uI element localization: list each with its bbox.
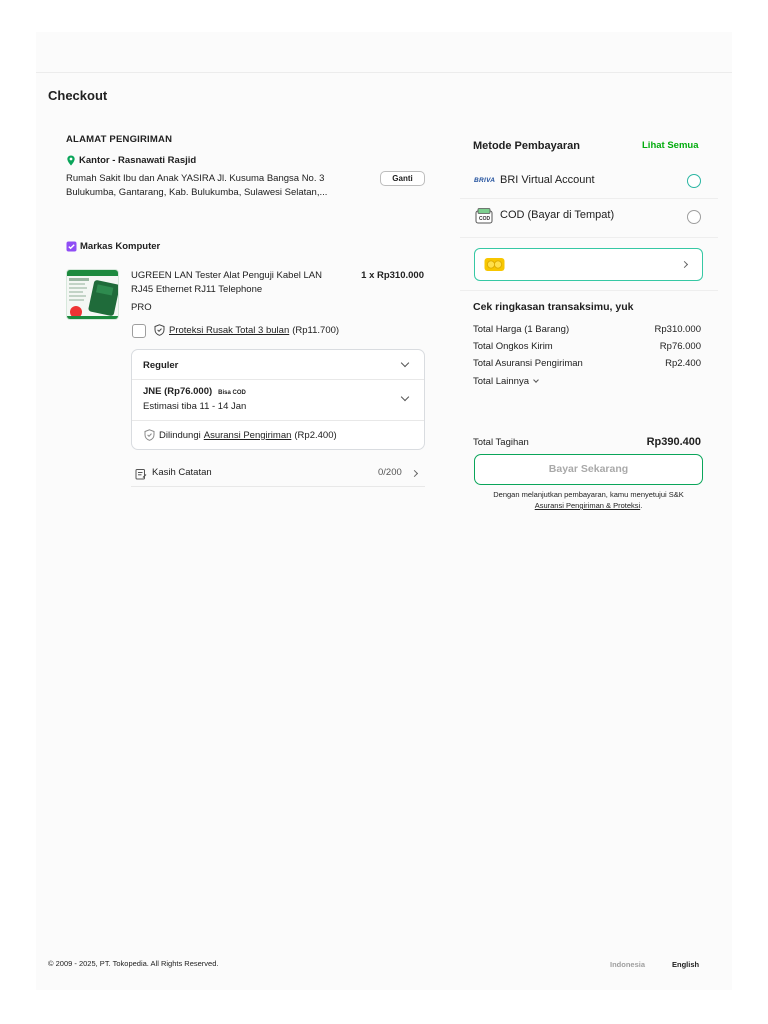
terms-end: .	[640, 501, 643, 510]
radio-cod[interactable]	[687, 210, 701, 224]
summary-value-insurance: Rp2.400	[665, 358, 701, 369]
summary-label-insurance: Total Asuransi Pengiriman	[473, 358, 583, 369]
radio-bri[interactable]	[687, 174, 701, 188]
payment-method-label: BRI Virtual Account	[500, 174, 595, 186]
summary-value-price: Rp310.000	[654, 324, 701, 335]
payment-title: Metode Pembayaran	[473, 140, 580, 152]
protection-link[interactable]: Proteksi Rusak Total 3 bulan	[169, 324, 290, 336]
product-image-art	[67, 270, 119, 320]
terms-text	[474, 489, 703, 511]
summary-value-shipping: Rp76.000	[659, 341, 701, 352]
others-toggle[interactable]	[473, 375, 538, 389]
address-line-2: Bulukumba, Gantarang, Kab. Bulukumba, Sulawesi Selatan,...	[66, 187, 328, 198]
courier-row[interactable]	[143, 386, 246, 397]
courier-name: JNE (Rp76.000)	[143, 386, 213, 397]
shop-name: Markas Komputer	[80, 241, 161, 252]
cod-badge: Bisa COD	[218, 390, 246, 396]
language-english[interactable]: English	[672, 960, 700, 969]
product-variant: PRO	[131, 302, 152, 313]
footer-copyright: © 2009 - 2025, PT. Tokopedia. All Rights Reserved.	[48, 959, 219, 968]
service-chevron-down-icon[interactable]	[401, 359, 409, 367]
promo-coin-icon	[484, 257, 505, 272]
add-note-row[interactable]	[131, 460, 425, 487]
note-chevron-right-icon	[411, 470, 418, 477]
language-indonesia[interactable]: Indonesia	[610, 960, 646, 969]
payment-method-cod[interactable]	[474, 207, 703, 229]
summary-label-price: Total Harga (1 Barang)	[473, 324, 570, 335]
shop-badge-icon	[66, 241, 77, 252]
see-all-link[interactable]: Lihat Semua	[642, 140, 699, 151]
product-image[interactable]	[66, 269, 119, 320]
insurance-row	[144, 429, 337, 441]
briva-logo-icon: BRIVA	[474, 177, 496, 184]
location-pin-icon	[66, 155, 76, 166]
page-title: Checkout	[48, 88, 108, 103]
product-name-line-1[interactable]: UGREEN LAN Tester Alat Penguji Kabel LAN	[131, 270, 322, 281]
summary-label-shipping: Total Ongkos Kirim	[473, 341, 553, 352]
terms-line-2	[474, 500, 703, 511]
promo-banner-button[interactable]	[474, 248, 703, 281]
protection-option	[154, 324, 339, 336]
shop-header	[66, 241, 160, 252]
note-icon	[135, 468, 147, 480]
pay-now-button[interactable]: Bayar Sekarang	[474, 454, 703, 485]
cod-wallet-icon	[474, 207, 494, 225]
delivery-estimate: Estimasi tiba 11 - 14 Jan	[143, 401, 247, 412]
others-label: Total Lainnya	[473, 376, 529, 387]
terms-link[interactable]: Asuransi Pengiriman & Proteksi	[534, 501, 641, 510]
protection-price: (Rp11.700)	[292, 324, 340, 336]
note-counter: 0/200	[378, 467, 402, 478]
payment-method-bri[interactable]	[474, 173, 703, 193]
address-name: Kantor - Rasnawati Rasjid	[79, 155, 197, 166]
total-label: Total Tagihan	[473, 437, 529, 448]
shipping-service[interactable]: Reguler	[143, 360, 179, 371]
address-label	[66, 155, 196, 166]
insurance-prefix: Dilindungi	[159, 429, 201, 441]
cod-logo-text: COD	[479, 216, 491, 222]
checkout-page	[36, 32, 732, 990]
change-address-button[interactable]: Ganti	[380, 171, 425, 186]
promo-chevron-right-icon	[681, 261, 688, 268]
others-chevron-down-icon	[533, 377, 539, 383]
terms-line-1: Dengan melanjutkan pembayaran, kamu menyetujui S&K	[493, 490, 684, 499]
summary-title: Cek ringkasan transaksimu, yuk	[473, 301, 634, 313]
top-bar	[36, 32, 732, 73]
product-name-line-2[interactable]: RJ45 Ethernet RJ11 Telephone	[131, 284, 263, 295]
protection-checkbox[interactable]	[132, 324, 146, 338]
note-label: Kasih Catatan	[152, 467, 212, 478]
address-section-label: ALAMAT PENGIRIMAN	[66, 134, 173, 145]
shipping-box	[131, 349, 425, 450]
total-value: Rp390.400	[646, 436, 701, 448]
address-line-1: Rumah Sakit Ibu dan Anak YASIRA Jl. Kusuma Bangsa No. 3	[66, 173, 325, 184]
shield-check-icon	[144, 429, 155, 441]
payment-method-label: COD (Bayar di Tempat)	[500, 209, 615, 221]
courier-chevron-down-icon[interactable]	[401, 393, 409, 401]
shield-icon	[154, 324, 165, 336]
insurance-price: (Rp2.400)	[294, 429, 337, 441]
insurance-link[interactable]: Asuransi Pengiriman	[203, 429, 292, 441]
product-price: 1 x Rp310.000	[361, 270, 424, 281]
